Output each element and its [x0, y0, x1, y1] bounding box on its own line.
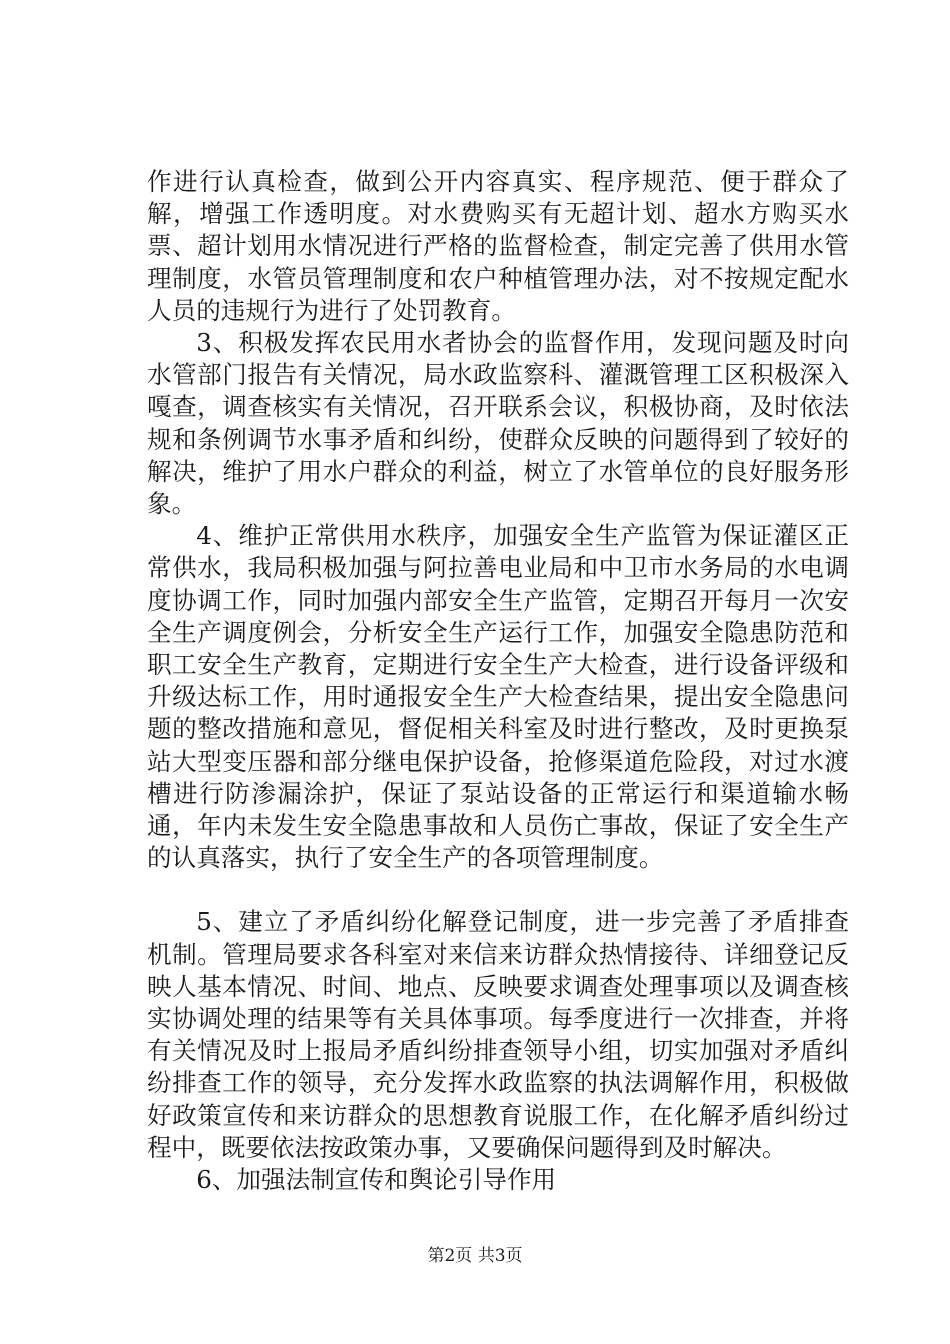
paragraph-continuation: 作进行认真检查，做到公开内容真实、程序规范、便于群众了解，增强工作透明度。对水费购买有无超计划、超水方购买水票、超计划用水情况进行严格的监督检查，制定完善了供用水管理制度，水管员管理制度和农户种植管理办法，对不按规定配水人员的违规行为进行了处罚教育。: [147, 167, 849, 325]
paragraph-item-3: 3、积极发挥农民用水者协会的监督作用，发现问题及时向水管部门报告有关情况，局水政监察科、灌溉管理工区积极深入嘎查，调查核实有关情况，召开联系会议，积极协商，及时依法规和条例调节水事矛盾和纠纷，使群众反映的问题得到了较好的解决，维护了用水户群众的利益，树立了水管单位的良好服务形象。: [147, 328, 849, 519]
paragraph-item-4: 4、维护正常供用水秩序，加强安全生产监管为保证灌区正常供水，我局积极加强与阿拉善电业局和中卫市水务局的水电调度协调工作，同时加强内部安全生产监管，定期召开每月一次安全生产调度例会，分析安全生产运行工作，加强安全隐患防范和职工安全生产教育，定期进行安全生产大检查，进行设备评级和升级达标工作，用时通报安全生产大检查结果，提出安全隐患问题的整改措施和意见，督促相关科室及时进行整改，及时更换泵站大型变压器和部分继电保护设备，抢修渠道危险段，对过水渡槽进行防渗漏涂护，保证了泵站设备的正常运行和渠道输水畅通，年内未发生安全隐患事故和人员伤亡事故，保证了安全生产的认真落实，执行了安全生产的各项管理制度。: [147, 521, 849, 873]
paragraph-gap: [147, 874, 849, 906]
page-footer: 第2页 共3页: [427, 1246, 523, 1266]
paragraph-item-6: 6、加强法制宣传和舆论引导作用: [196, 1165, 557, 1195]
document-body: [147, 166, 849, 1196]
paragraph-item-5: 5、建立了矛盾纠纷化解登记制度，进一步完善了矛盾排查机制。管理局要求各科室对来信来访群众热情接待、详细登记反映人基本情况、时间、地点、反映要求调查处理事项以及调查核实协调处理的结果等有关具体事项。每季度进行一次排查，并将有关情况及时上报局矛盾纠纷排查领导小组，切实加强对矛盾纠纷排查工作的领导，充分发挥水政监察的执法调解作用，积极做好政策宣传和来访群众的思想教育说服工作，在化解矛盾纠纷过程中，既要依法按政策办事，又要确保问题得到及时解决。: [147, 907, 849, 1162]
